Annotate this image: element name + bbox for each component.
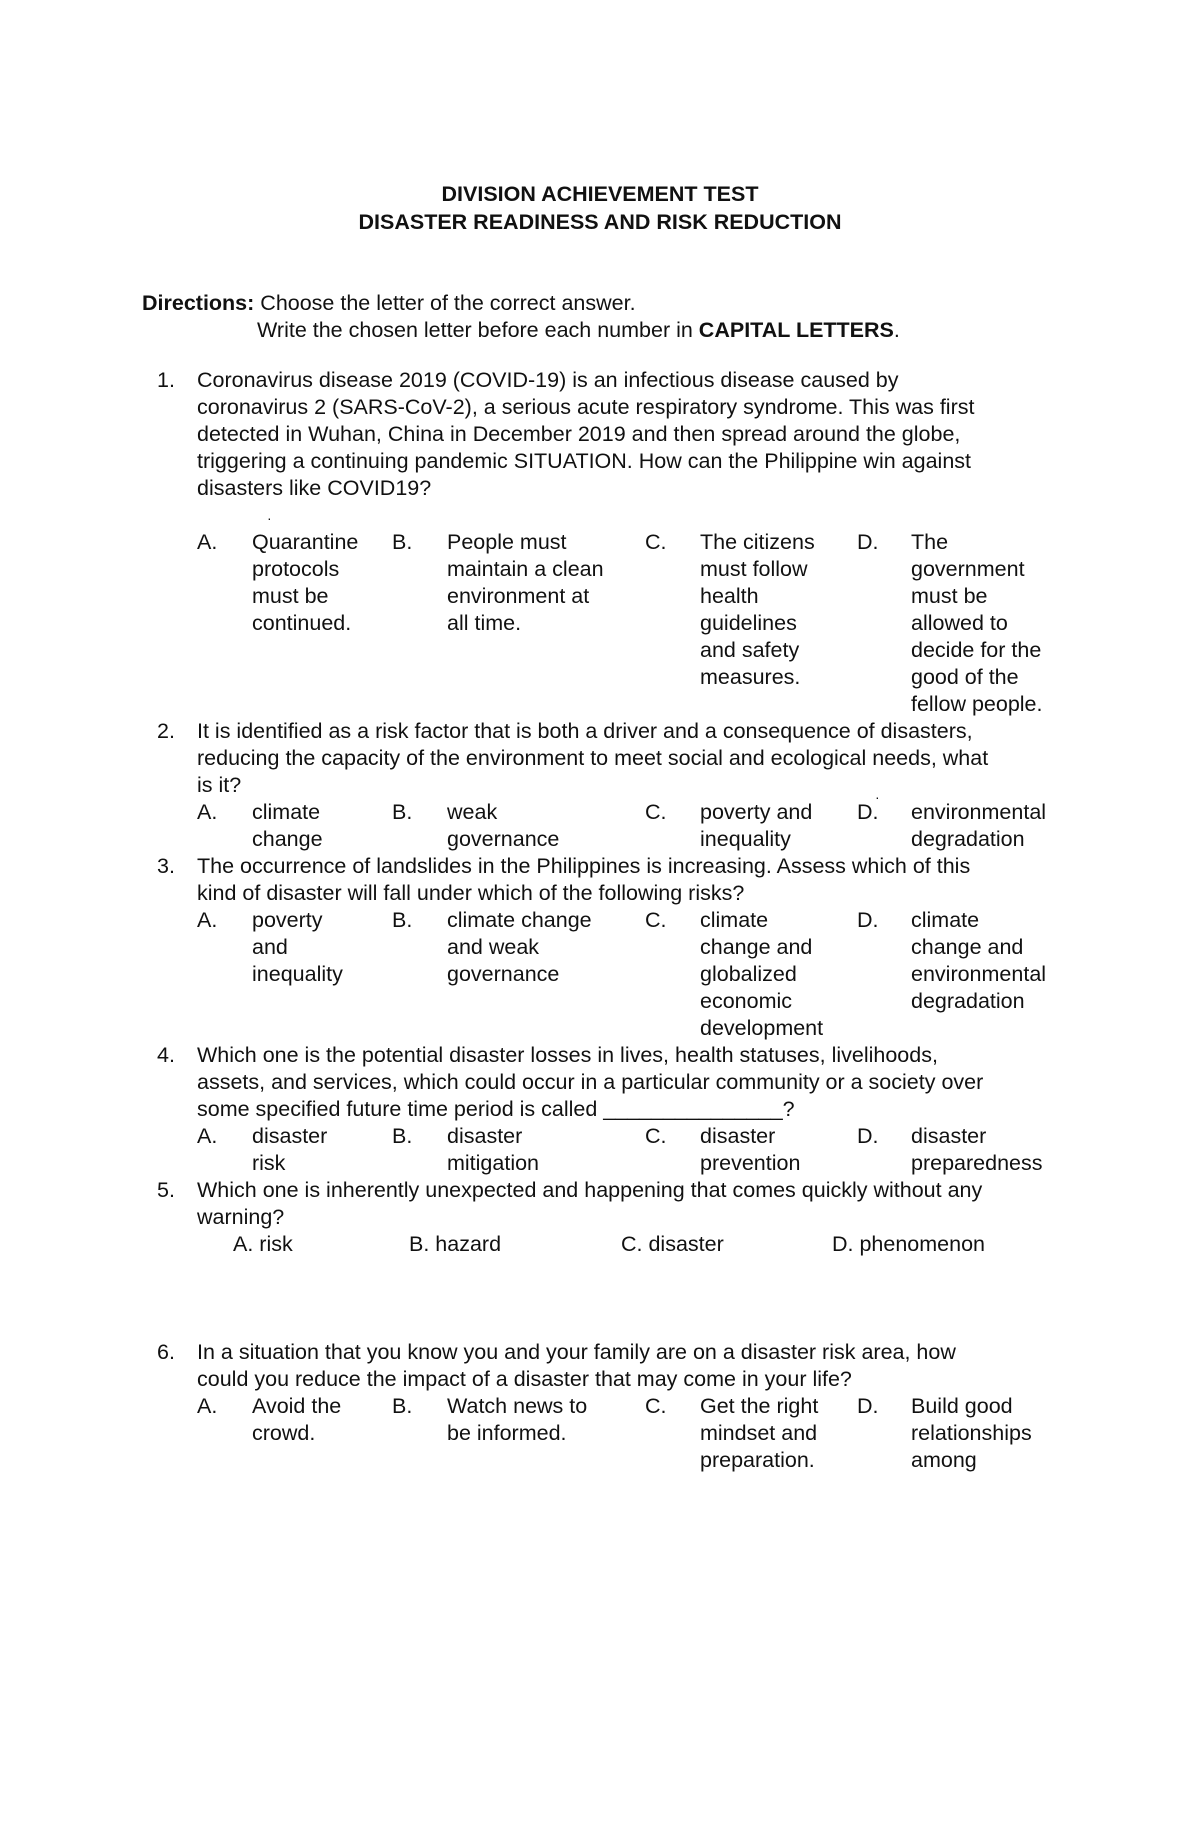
choice-a-text xyxy=(252,907,343,988)
stem-line: warning? xyxy=(197,1205,285,1229)
choice-b-letter: B. xyxy=(392,1124,413,1148)
choice-line: Quarantine xyxy=(252,530,359,554)
choice-line: decide for the xyxy=(911,638,1042,662)
stem-line: is it? xyxy=(197,773,242,797)
choice-line: preparedness xyxy=(911,1151,1043,1175)
stray-dot-mark: · xyxy=(875,789,880,805)
title-line-1: DIVISION ACHIEVEMENT TEST xyxy=(441,182,759,206)
choice-line: and safety xyxy=(700,638,800,662)
choice-d-text xyxy=(911,907,1046,1015)
choice-c: C. disaster xyxy=(621,1232,724,1256)
question-number: 2. xyxy=(157,719,175,743)
choice-b-letter: B. xyxy=(392,530,413,554)
choice-a-text xyxy=(252,529,358,637)
choice-a-text xyxy=(252,799,323,853)
choice-line: degradation xyxy=(911,827,1025,851)
choice-line: Get the right xyxy=(700,1394,819,1418)
choice-line: Watch news to xyxy=(447,1394,588,1418)
choice-d-letter: D. xyxy=(857,1394,879,1418)
choice-b-text xyxy=(447,529,604,637)
choice-line: fellow people. xyxy=(911,692,1043,716)
choice-d-letter: D. xyxy=(857,530,879,554)
directions-label: Directions: xyxy=(142,291,255,315)
question-number: 5. xyxy=(157,1178,175,1202)
choice-line: climate change xyxy=(447,908,592,932)
choice-line: maintain a clean xyxy=(447,557,604,581)
question-stem xyxy=(197,853,1077,907)
question-4 xyxy=(157,1042,1077,1177)
choice-line: change and xyxy=(700,935,813,959)
choice-d-text xyxy=(911,799,1046,853)
choice-line: protocols xyxy=(252,557,340,581)
question-number: 4. xyxy=(157,1043,175,1067)
choice-line: health xyxy=(700,584,759,608)
choice-c-text xyxy=(700,529,815,691)
choice-c-text xyxy=(700,799,812,853)
choice-line: development xyxy=(700,1016,824,1040)
directions-emphasis: CAPITAL LETTERS xyxy=(698,318,894,342)
choice-d-letter: D. xyxy=(857,908,879,932)
document-title xyxy=(0,180,1200,236)
choice-line: globalized xyxy=(700,962,797,986)
choice-line: government xyxy=(911,557,1025,581)
choice-line: must be xyxy=(911,584,988,608)
choice-line: The xyxy=(911,530,949,554)
choice-b-text xyxy=(447,799,559,853)
choice-line: mindset and xyxy=(700,1421,818,1445)
question-6 xyxy=(157,1339,1077,1474)
choice-a-letter: A. xyxy=(197,908,218,932)
choice-d: D. phenomenon xyxy=(832,1232,985,1256)
choice-line: climate xyxy=(700,908,769,932)
choices-row xyxy=(197,1231,1077,1258)
choice-b-letter: B. xyxy=(392,1394,413,1418)
choice-line: governance xyxy=(447,827,560,851)
choice-line: weak xyxy=(447,800,498,824)
choices-row xyxy=(197,1123,1077,1177)
choice-line: disaster xyxy=(911,1124,987,1148)
choices-row xyxy=(197,907,1077,1042)
choice-c-text xyxy=(700,1123,800,1177)
choice-b: B. hazard xyxy=(409,1232,502,1256)
choice-line: prevention xyxy=(700,1151,801,1175)
choice-c-letter: C. xyxy=(645,530,667,554)
choice-line: People must xyxy=(447,530,567,554)
choice-a-letter: A. xyxy=(197,800,218,824)
directions-line-1 xyxy=(142,290,1102,317)
choice-line: continued. xyxy=(252,611,352,635)
choice-c-letter: C. xyxy=(645,1394,667,1418)
choice-a-text xyxy=(252,1393,341,1447)
choice-line: change and xyxy=(911,935,1024,959)
stem-line: triggering a continuing pandemic SITUATION. How can the Philippine win against xyxy=(197,449,971,473)
stem-line: Which one is inherently unexpected and happening that comes quickly without any xyxy=(197,1178,983,1202)
directions xyxy=(142,290,1102,344)
title-line-2: DISASTER READINESS AND RISK REDUCTION xyxy=(358,210,842,234)
choice-line: preparation. xyxy=(700,1448,815,1472)
choice-line: measures. xyxy=(700,665,801,689)
choice-line: all time. xyxy=(447,611,522,635)
question-stem xyxy=(197,1177,1077,1231)
choice-line: The citizens xyxy=(700,530,815,554)
stem-line: coronavirus 2 (SARS-CoV-2), a serious acute respiratory syndrome. This was first xyxy=(197,395,975,419)
choice-a-letter: A. xyxy=(197,1124,218,1148)
directions-text-1: Choose the letter of the correct answer. xyxy=(254,291,636,315)
choice-c-letter: C. xyxy=(645,1124,667,1148)
choice-d-text xyxy=(911,529,1042,718)
choice-line: disaster xyxy=(447,1124,523,1148)
choice-line: crowd. xyxy=(252,1421,316,1445)
question-stem xyxy=(197,1042,1077,1123)
choice-line: must follow xyxy=(700,557,808,581)
choice-b-text xyxy=(447,907,592,988)
question-number: 6. xyxy=(157,1340,175,1364)
question-number: 1. xyxy=(157,368,175,392)
choice-line: economic xyxy=(700,989,793,1013)
directions-line-2 xyxy=(142,317,1102,344)
choice-line: disaster xyxy=(252,1124,328,1148)
stem-line: The occurrence of landslides in the Philippines is increasing. Assess which of this xyxy=(197,854,971,878)
question-stem xyxy=(197,718,1077,799)
choice-line: inequality xyxy=(700,827,791,851)
question-2 xyxy=(157,718,1077,853)
stray-dot-mark: · xyxy=(267,510,272,526)
question-1 xyxy=(157,367,1077,718)
choice-d-letter: D. xyxy=(857,1124,879,1148)
choice-line: among xyxy=(911,1448,977,1472)
choice-line: climate xyxy=(252,800,321,824)
choice-line: environment at xyxy=(447,584,590,608)
choice-line: environmental xyxy=(911,800,1047,824)
choice-c-letter: C. xyxy=(645,800,667,824)
directions-text-2: Write the chosen letter before each number in xyxy=(257,318,699,342)
choice-b-text xyxy=(447,1393,587,1447)
choice-line: environmental xyxy=(911,962,1047,986)
stem-line: reducing the capacity of the environment to meet social and ecological needs, what xyxy=(197,746,989,770)
choice-line: risk xyxy=(252,1151,286,1175)
choice-line: governance xyxy=(447,962,560,986)
choice-line: and weak xyxy=(447,935,540,959)
choice-line: must be xyxy=(252,584,329,608)
stem-line: some specified future time period is called _______________? xyxy=(197,1097,795,1121)
choice-line: degradation xyxy=(911,989,1025,1013)
choice-d-text xyxy=(911,1393,1032,1474)
question-stem xyxy=(197,1339,1077,1393)
choice-line: relationships xyxy=(911,1421,1032,1445)
stem-line: It is identified as a risk factor that is both a driver and a consequence of disasters, xyxy=(197,719,973,743)
directions-period: . xyxy=(893,318,900,342)
stem-line: kind of disaster will fall under which of the following risks? xyxy=(197,881,745,905)
stem-line: disasters like COVID19? xyxy=(197,476,432,500)
choice-b-letter: B. xyxy=(392,908,413,932)
choice-c-text xyxy=(700,907,823,1042)
choice-c-text xyxy=(700,1393,818,1474)
stem-line: Which one is the potential disaster losses in lives, health statuses, livelihoods, xyxy=(197,1043,938,1067)
choice-c-letter: C. xyxy=(645,908,667,932)
choice-a-letter: A. xyxy=(197,530,218,554)
choice-line: climate xyxy=(911,908,980,932)
stem-line: Coronavirus disease 2019 (COVID-19) is an infectious disease caused by xyxy=(197,368,899,392)
choice-line: Build good xyxy=(911,1394,1013,1418)
choice-line: allowed to xyxy=(911,611,1008,635)
stem-line: assets, and services, which could occur in a particular community or a society over xyxy=(197,1070,984,1094)
choice-d-letter: D. xyxy=(857,800,879,824)
stem-line: detected in Wuhan, China in December 2019 and then spread around the globe, xyxy=(197,422,961,446)
stem-line: In a situation that you know you and your family are on a disaster risk area, how xyxy=(197,1340,956,1364)
question-number: 3. xyxy=(157,854,175,878)
choice-line: mitigation xyxy=(447,1151,540,1175)
question-5 xyxy=(157,1177,1077,1258)
stem-line: could you reduce the impact of a disaster that may come in your life? xyxy=(197,1367,852,1391)
choice-line: be informed. xyxy=(447,1421,567,1445)
choice-b-letter: B. xyxy=(392,800,413,824)
choice-line: and xyxy=(252,935,288,959)
question-stem xyxy=(197,367,1077,502)
choice-line: change xyxy=(252,827,323,851)
choice-a: A. risk xyxy=(233,1232,293,1256)
choice-line: guidelines xyxy=(700,611,797,635)
choice-line: Avoid the xyxy=(252,1394,342,1418)
choice-line: disaster xyxy=(700,1124,776,1148)
choice-line: good of the xyxy=(911,665,1019,689)
choices-row xyxy=(197,799,1077,853)
choice-line: inequality xyxy=(252,962,343,986)
choice-line: poverty xyxy=(252,908,323,932)
choice-d-text xyxy=(911,1123,1042,1177)
question-3 xyxy=(157,853,1077,1042)
choices-row xyxy=(197,529,1077,718)
choice-a-letter: A. xyxy=(197,1394,218,1418)
choices-row xyxy=(197,1393,1077,1474)
choice-line: poverty and xyxy=(700,800,813,824)
choice-b-text xyxy=(447,1123,539,1177)
choice-a-text xyxy=(252,1123,327,1177)
